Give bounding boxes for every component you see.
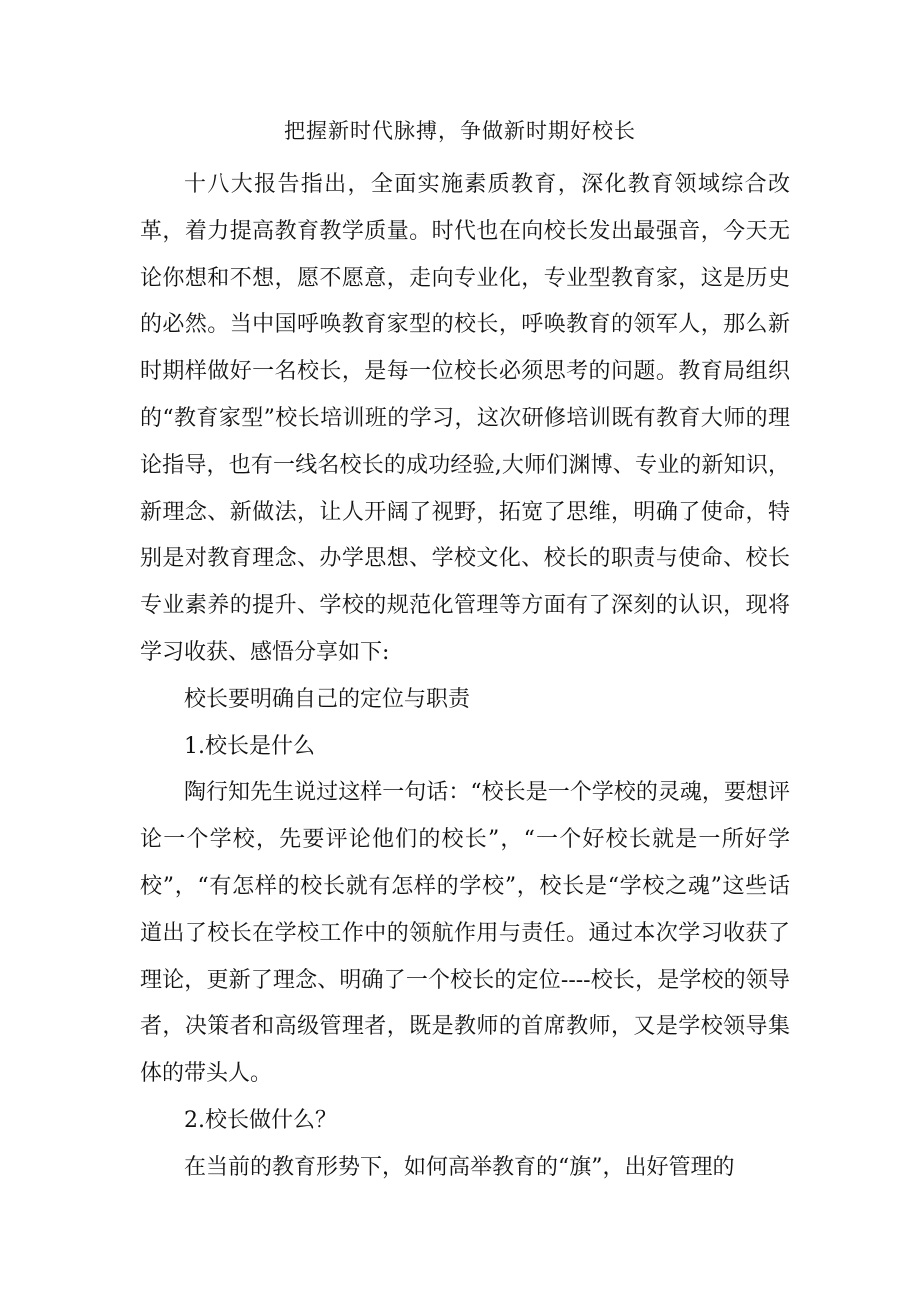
document-title: 把握新时代脉搏，争做新时期好校长: [284, 119, 636, 143]
paragraph-tao-xingzhi-quote: 陶行知先生说过这样一句话：“校长是一个学校的灵魂，要想评论一个学校，先要评论他们的校长”，“一个好校长就是一所好学校”，“有怎样的校长就有怎样的学校”，校长是“学校之魂”这些话道出了校长在学校工作中的领航作用与责任。通过本次学习收获了理论，更新了理念、明确了一个校长的定位----校长，是学校的领导者，决策者和高级管理者，既是教师的首席教师，又是学校领导集体的带头人。: [140, 780, 790, 1087]
paragraph-intro: 十八大报告指出，全面实施素质教育，深化教育领域综合改革，着力提高教育教学质量。时代也在向校长发出最强音，今天无论你想和不想，愿不愿意，走向专业化，专业型教育家，这是历史的必然。当中国呼唤教育家型的校长，呼唤教育的领军人，那么新时期样做好一名校长，是每一位校长必须思考的问题。教育局组织的“教育家型”校长培训班的学习，这次研修培训既有教育大师的理论指导，也有一线名校长的成功经验,大师们渊博、专业的新知识，新理念、新做法，让人开阔了视野，拓宽了思维，明确了使命，特别是对教育理念、办学思想、学校文化、校长的职责与使命、校长专业素养的提升、学校的规范化管理等方面有了深刻的认识，现将学习收获、感悟分享如下:: [140, 172, 790, 665]
document-body: [140, 162, 790, 1192]
paragraph-current-situation: 在当前的教育形势下，如何高举教育的“旗”，出好管理的: [184, 1154, 735, 1180]
section-heading: 校长要明确自己的定位与职责: [184, 686, 471, 712]
subheading-what-is-principal: 1.校长是什么: [184, 733, 315, 759]
subheading-what-principal-does: 2.校长做什么？: [184, 1107, 337, 1133]
